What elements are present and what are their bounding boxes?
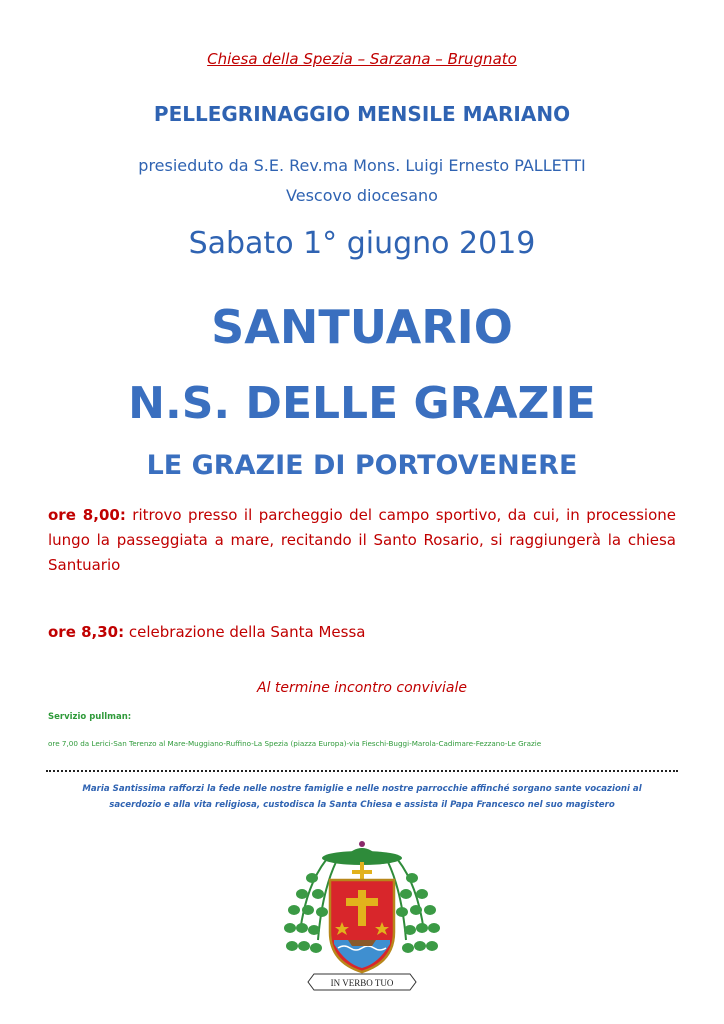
venue-location: LE GRAZIE DI PORTOVENERE <box>146 450 578 481</box>
dotted-divider <box>46 770 678 772</box>
program-time: ore 8,00: <box>48 506 126 524</box>
prayer-text <box>70 781 654 813</box>
event-title: PELLEGRINAGGIO MENSILE MARIANO <box>153 102 571 126</box>
program-text: celebrazione della Santa Messa <box>128 623 366 641</box>
bishop-role: Vescovo diocesano <box>286 186 438 205</box>
venue-santuario: SANTUARIO <box>211 300 513 354</box>
prayer-line: sacerdozio e alla vita religiosa, custodisca la Santa Chiesa e assista il Papa Francesco nel suo magistero <box>109 800 615 810</box>
diocese-heading: Chiesa della Spezia – Sarzana – Brugnato <box>207 50 517 68</box>
closing-note: Al termine incontro conviviale <box>257 680 467 696</box>
boat <box>348 940 376 946</box>
tassels-right <box>396 873 440 953</box>
venue-name: N.S. DELLE GRAZIE <box>128 378 596 429</box>
bishop-coat-of-arms-icon <box>278 836 446 996</box>
prayer-line: Maria Santissima rafforzi la fede nelle nostre famiglie e nelle nostre parrocchie affinché sorgano sante vocazioni al <box>82 784 642 794</box>
event-date: Sabato 1° giugno 2019 <box>188 226 536 261</box>
bus-route: ore 7,00 da Lerici-San Terenzo al Mare-Muggiano-Ruffino-La Spezia (piazza Europa)-via Fieschi-Buggi-Marola-Cadimare-Fezzano-Le Grazie <box>48 739 542 748</box>
presided-by-line: presieduto da S.E. Rev.ma Mons. Luigi Ernesto PALLETTI <box>138 156 586 175</box>
galero-crown <box>344 848 380 858</box>
motto-text: IN VERBO TUO <box>330 978 394 988</box>
program-text: ritrovo presso il parcheggio del campo sportivo, da cui, in processione lungo la passeggiata a mare, recitando il Santo Rosario, si raggiungerà la chiesa Santuario <box>48 506 676 574</box>
program-item <box>48 620 676 645</box>
program-time: ore 8,30: <box>48 623 125 641</box>
galero-top <box>359 841 365 847</box>
program-item <box>48 503 676 578</box>
bus-service-title: Servizio pullman: <box>48 712 132 722</box>
tassels-left <box>284 873 328 953</box>
